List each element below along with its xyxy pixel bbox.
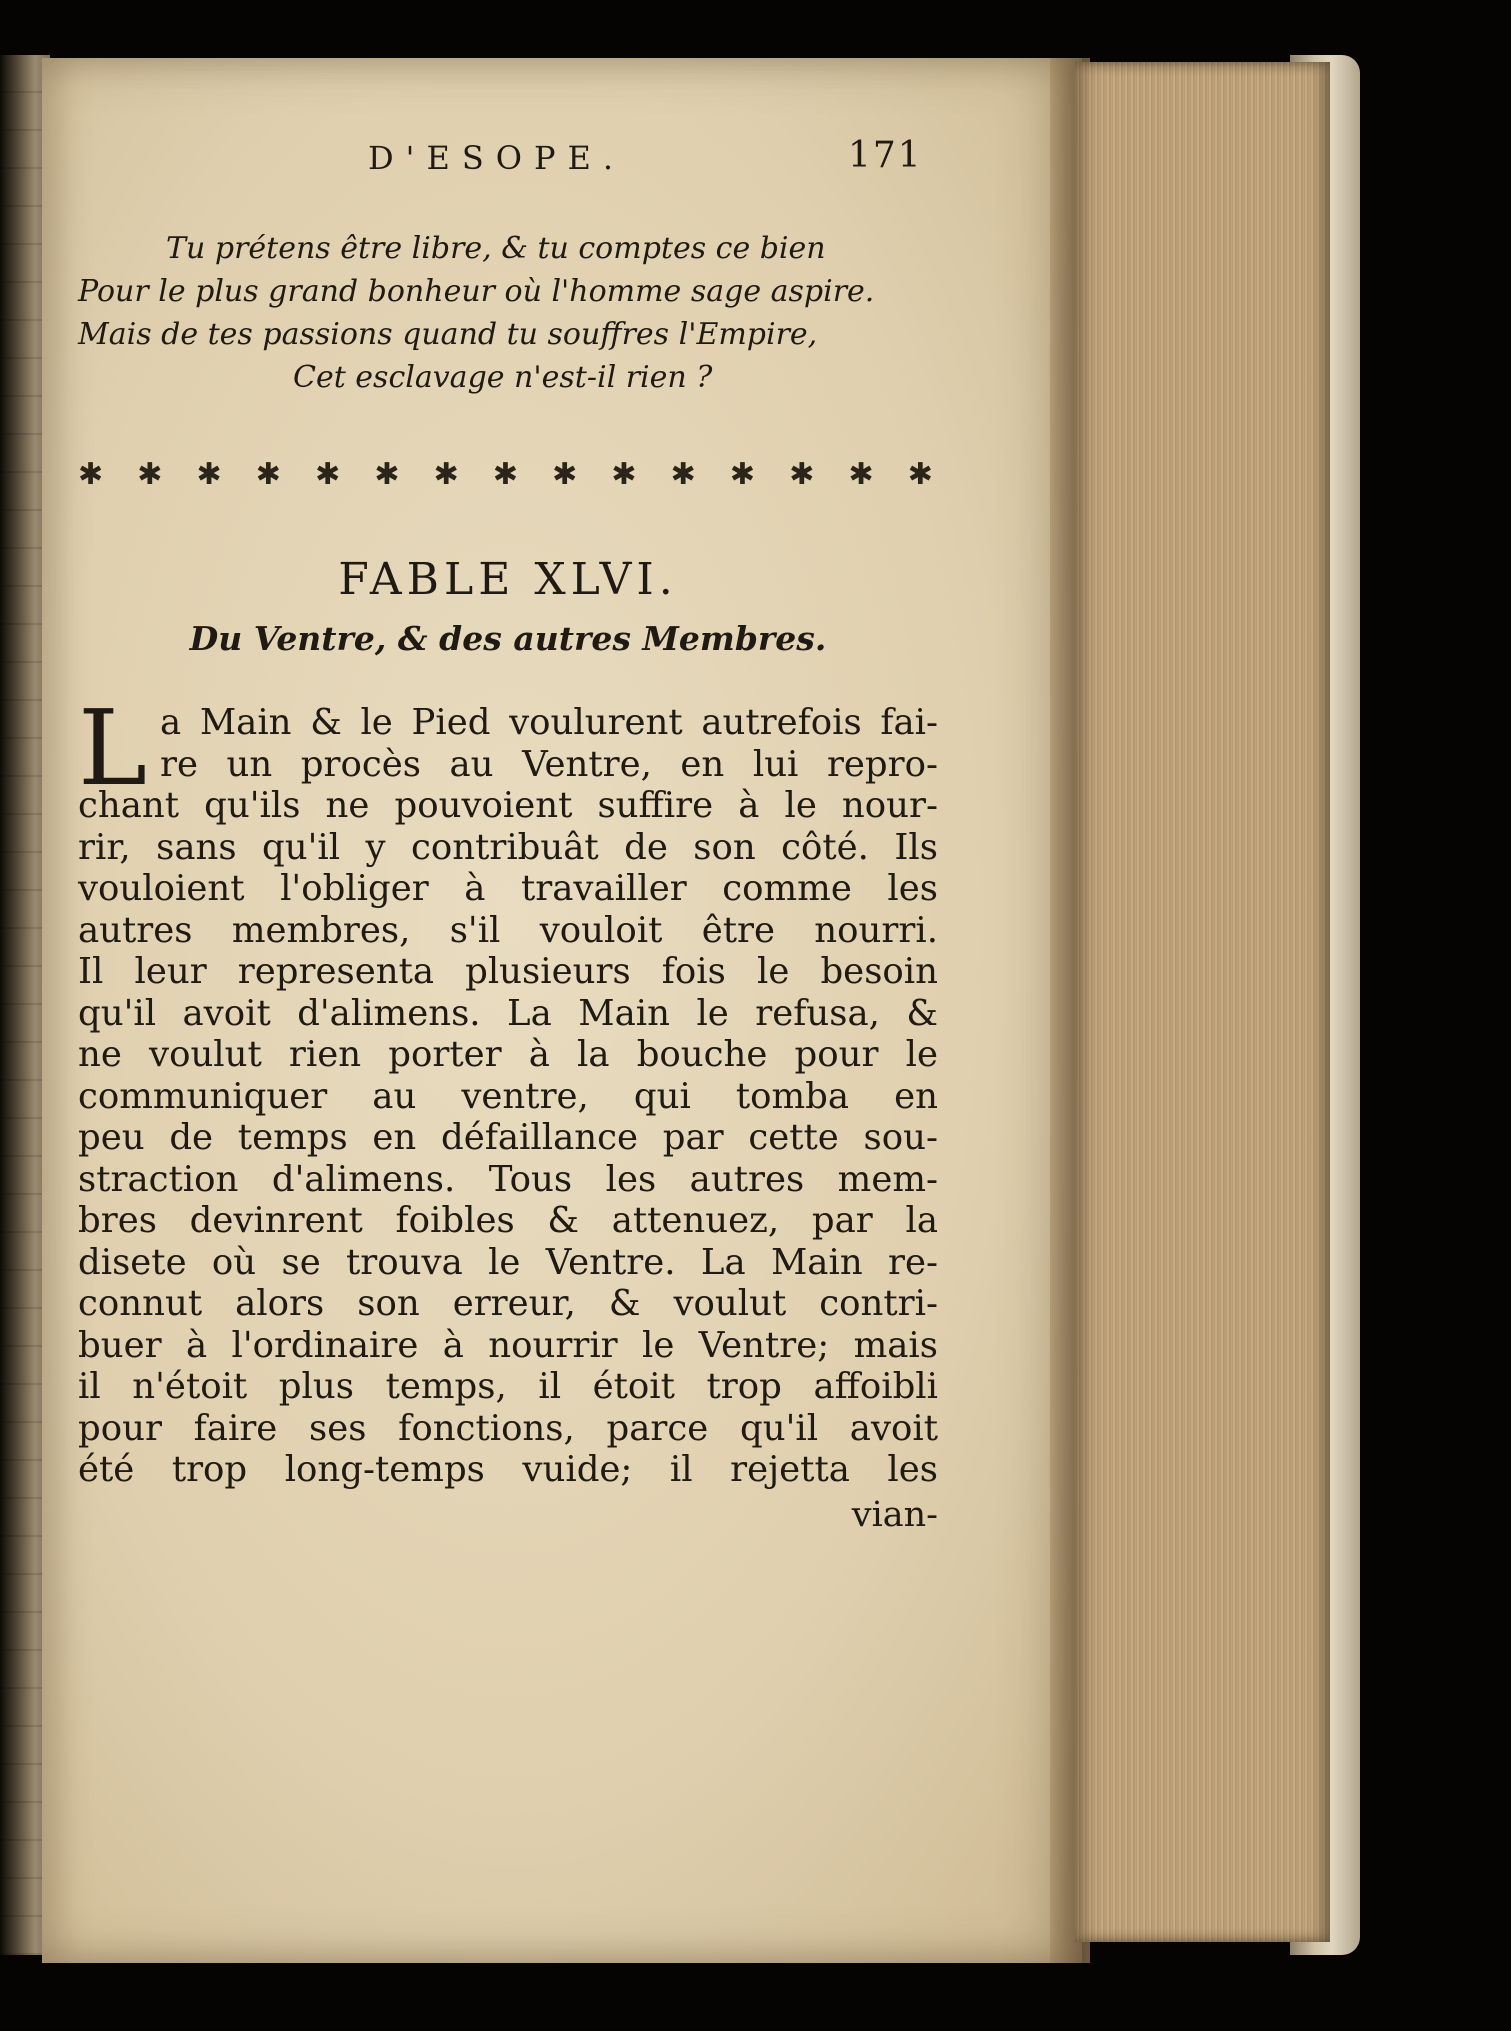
catchword: vian- bbox=[851, 1494, 938, 1535]
body-line: pour faire ses fonctions, parce qu'il avoit bbox=[78, 1407, 938, 1449]
verse-line: Mais de tes passions quand tu souffres l'Empire, bbox=[78, 317, 818, 352]
fable-subtitle: Du Ventre, & des autres Membres. bbox=[189, 619, 827, 658]
ornament-star-icon: ✱ bbox=[492, 457, 518, 492]
text-column bbox=[78, 125, 938, 1536]
fable-body bbox=[78, 687, 938, 1536]
verse-line: Cet esclavage n'est-il rien ? bbox=[293, 360, 713, 395]
verse-line: Pour le plus grand bonheur où l'homme sage aspire. bbox=[78, 274, 875, 309]
running-head bbox=[78, 125, 938, 185]
body-line: il n'étoit plus temps, il étoit trop affoibli bbox=[78, 1366, 938, 1407]
fable-title: FABLE XLVI. bbox=[338, 554, 678, 605]
verse-line: Tu prétens être libre, & tu comptes ce bien bbox=[166, 231, 826, 266]
verse-block bbox=[78, 227, 938, 399]
body-line: chant qu'ils ne pouvoient suffire à le nour- bbox=[78, 785, 938, 826]
page-fore-edge bbox=[1075, 62, 1330, 1942]
ornament-star-icon: ✱ bbox=[78, 457, 104, 492]
ornament-star-icon: ✱ bbox=[907, 457, 933, 492]
ornament-star-icon: ✱ bbox=[196, 457, 222, 492]
body-line: Il leur representa plusieurs fois le besoin bbox=[78, 951, 938, 992]
body-line: été trop long-temps vuide; il rejetta les bbox=[78, 1449, 938, 1490]
body-line: peu de temps en défaillance par cette sou- bbox=[78, 1117, 938, 1158]
ornament-star-icon: ✱ bbox=[433, 457, 459, 492]
body-text bbox=[78, 687, 938, 1536]
ornament-star-icon: ✱ bbox=[552, 457, 578, 492]
body-line: disete où se trouva le Ventre. La Main re- bbox=[78, 1241, 938, 1283]
body-line: buer à l'ordinaire à nourrir le Ventre; mais bbox=[78, 1324, 938, 1366]
ornament-star-icon: ✱ bbox=[315, 457, 341, 492]
body-line: rir, sans qu'il y contribuât de son côté. Ils bbox=[78, 826, 938, 868]
ornament-star-icon: ✱ bbox=[255, 457, 281, 492]
ornament-star-icon: ✱ bbox=[611, 457, 637, 492]
ornament-star-icon: ✱ bbox=[729, 457, 756, 492]
drop-cap: L bbox=[78, 687, 148, 809]
body-line: connut alors son erreur, & voulut contri- bbox=[78, 1283, 938, 1324]
ornament-star-icon: ✱ bbox=[789, 457, 815, 492]
body-line: re un procès au Ventre, en lui repro- bbox=[160, 743, 938, 785]
ornament-star-icon: ✱ bbox=[137, 457, 163, 492]
body-line: vouloient l'obliger à travailler comme les bbox=[78, 868, 938, 909]
running-title: D'ESOPE. bbox=[368, 139, 626, 177]
body-line: bres devinrent foibles & attenuez, par la bbox=[78, 1200, 938, 1241]
body-line: a Main & le Pied voulurent autrefois fai- bbox=[160, 702, 938, 743]
ornament-star-icon: ✱ bbox=[848, 457, 874, 492]
body-line: qu'il avoit d'alimens. La Main le refusa, & bbox=[78, 992, 938, 1034]
body-line: ne voulut rien porter à la bouche pour le bbox=[78, 1034, 938, 1075]
body-line: straction d'alimens. Tous les autres mem- bbox=[78, 1158, 938, 1200]
body-line: communiquer au ventre, qui tomba en bbox=[78, 1075, 938, 1117]
ornament-rule bbox=[78, 457, 933, 492]
ornament-star-icon: ✱ bbox=[374, 457, 400, 492]
ornament-star-icon: ✱ bbox=[670, 457, 696, 492]
body-line: autres membres, s'il vouloit être nourri. bbox=[78, 909, 938, 951]
page-number: 171 bbox=[848, 135, 923, 176]
